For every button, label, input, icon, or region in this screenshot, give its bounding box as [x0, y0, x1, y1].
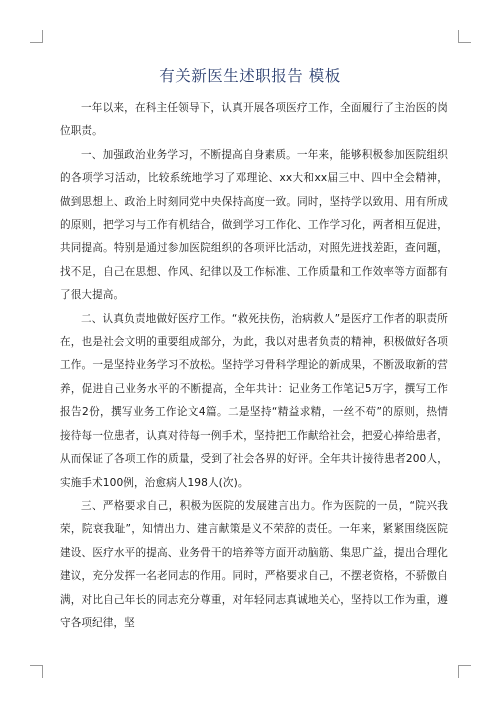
paragraph-intro: 一年以来，在科主任领导下，认真开展各项医疗工作，全面履行了主治医的岗位职责。	[60, 102, 448, 138]
document-body	[60, 97, 448, 635]
paragraph-section-2: 二、认真负责地做好医疗工作。“救死扶伤，治病救人”是医疗工作者的职责所在，也是社会文明的重要组成部分，为此，我以对患者负责的精神，积极做好各项工作。一是坚持业务学习不放松。坚持学习骨科学理论的新成果，不断汲取新的营养，促进自己业务水平的不断提高，全年共计：记业务工作笔记5万字，撰写工作报告2份，撰写业务工作论文4篇。二是坚持“精益求精，一丝不苟”的原则，热情接待每一位患者，认真对待每一例手术，坚持把工作献给社会，把爱心捧给患者，从而保证了各项工作的质量，受到了社会各界的好评。全年共计接待患者200人，实施手术100例，治愈病人198人(次)。	[60, 312, 448, 489]
crop-mark-top-right	[458, 30, 471, 43]
paragraph-section-3: 三、严格要求自己，积极为医院的发展建言出力。作为医院的一员，“院兴我荣，院衰我耻”，知情出力、建言献策是义不荣辞的责任。一年来，紧紧围绕医院建设、医疗水平的提高、业务骨干的培养等方面开动脑筋、集思广益，提出合理化建议，充分发挥一名老同志的作用。同时，严格要求自己，不摆老资格，不骄傲自满，对比自己年长的同志充分尊重，对年轻同志真诚地关心，坚持以工作为重，遵守各项纪律，坚	[60, 499, 448, 629]
document-title: 有关新医生述职报告 模板	[159, 67, 341, 85]
crop-mark-bottom-right	[458, 665, 471, 678]
paragraph-section-1: 一、加强政治业务学习，不断提高自身素质。一年来，能够积极参加医院组织的各项学习活动，比较系统地学习了邓理论、xx大和xx届三中、四中全会精神，做到思想上、政治上时刻同党中央保持高度一致。同时，坚持学以致用、用有所成的原则，把学习与工作有机结合，做到学习工作化、工作学习化，两者相互促进，共同提高。特别是通过参加医院组织的各项评比活动，对照先进找差距，查问题，找不足，自己在思想、作风、纪律以及工作标准、工作质量和工作效率等方面都有了很大提高。	[60, 148, 448, 302]
crop-mark-top-left	[30, 30, 43, 43]
crop-mark-bottom-left	[30, 665, 43, 678]
